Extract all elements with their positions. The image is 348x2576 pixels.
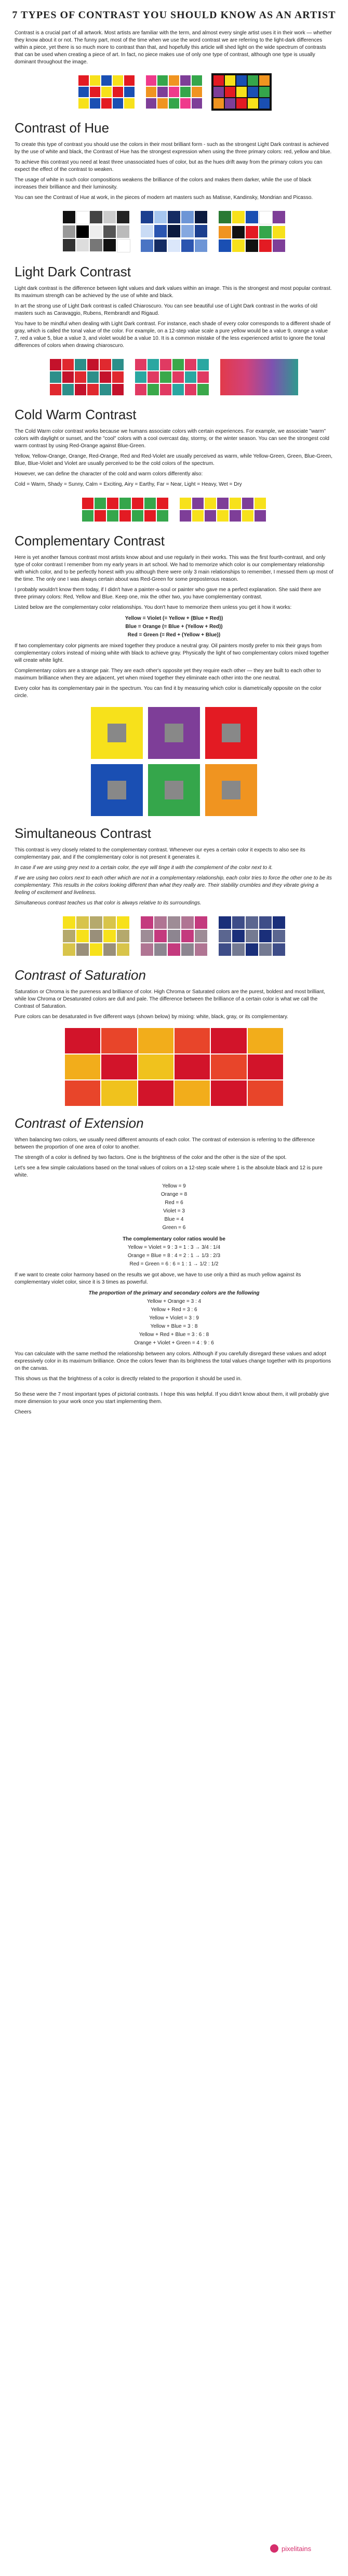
section-heading: Contrast of Extension xyxy=(15,1115,144,1131)
logo-icon xyxy=(270,2544,278,2553)
proportion-list xyxy=(15,1289,333,1347)
coldwarm-grid-row xyxy=(15,357,333,397)
paragraph: When balancing two colors, we usually need different amounts of each color. The contrast of extension is referring to the difference between the proportion of one area of color to another. xyxy=(15,1137,315,1150)
saturation-grid xyxy=(217,914,287,958)
logo-text: pixelitains xyxy=(282,2544,312,2553)
color-square xyxy=(148,707,200,759)
paragraph: If we want to create color harmony based on the results we got above, we have to use only a third as much yellow against its complementary violet color, since it is 3 times as powerful. xyxy=(15,1272,301,1285)
list-item: Yellow = Violet = 9 : 3 = 1 : 3 → 3/4 : 1/4 xyxy=(127,1245,221,1250)
coldwarm-section xyxy=(0,407,348,524)
equation: Yellow = Violet (= Yellow + (Blue + Red)) xyxy=(125,616,223,621)
value-grid xyxy=(61,209,131,255)
complementary-section xyxy=(0,533,348,816)
warm-cool-gradient xyxy=(220,359,298,395)
paragraph: The usage of white in such color compositions weakens the brilliance of the colors and makes them darker, while the use of black increases their brilliance and their luminosity. xyxy=(15,177,312,190)
color-square xyxy=(91,764,143,816)
list-item: Yellow + Red + Blue = 3 : 6 : 8 xyxy=(139,1332,209,1338)
extension-section xyxy=(0,1115,348,1416)
hue-grid-row xyxy=(15,73,333,111)
paragraph: Here is yet another famous contrast most artists know about and use regularly in their works. This was the first fourth-contrast, and only type of color contrast I remember from my early years in art school. We had to memorize which color is our complementary relationship with which color, and to be perfectly honest with you although there were only 3 main relationships to remember, I messed them up most of the time. The only one I was always certain about was Red-Green for some preposterous reason. xyxy=(15,555,333,582)
paragraph: The Cold Warm color contrast works because we humans associate colors with certain experiences. For example, we associate "warm" colors with daylight or sunset, and the "cool" colors with a cool overcast day, stormy, or the winter season. You can see the strongest cold warm contrast by using Red-Orange against Blue-Green. xyxy=(15,429,329,449)
paragraph: Simultaneous contrast teaches us that color is always relative to its surroundings. xyxy=(15,900,202,906)
list-item: Yellow + Violet = 3 : 9 xyxy=(149,1315,199,1321)
value-grid xyxy=(139,209,209,255)
complementary-grid xyxy=(80,496,170,524)
paragraph: Complementary colors are a strange pair. They are each other's opposite yet they require each other — they are built to each other to maximum brilliance when they are adjacent, yet when mixed together they eliminate each other into the one neutral. xyxy=(15,668,321,681)
saturation-grid xyxy=(61,914,131,958)
color-square xyxy=(205,764,257,816)
paragraph: Listed below are the complementary color relationships. You don't have to memorize them unless you get it how it works: xyxy=(15,605,292,610)
warm-cool-grid xyxy=(133,357,211,397)
value-list xyxy=(15,1182,333,1232)
section-heading: Complementary Contrast xyxy=(15,533,165,549)
section-heading: Cold Warm Contrast xyxy=(15,407,137,422)
simultaneous-section xyxy=(0,825,348,958)
color-square xyxy=(205,707,257,759)
value-grid xyxy=(217,209,287,255)
warm-cool-grid xyxy=(48,357,126,397)
simultaneous-squares xyxy=(86,707,262,816)
equation-list xyxy=(15,615,333,639)
list-item: Violet = 3 xyxy=(163,1208,185,1214)
paragraph: Let's see a few simple calculations based on the tonal values of colors on a 12-step scale where 1 is the absolute black and 12 is pure white. xyxy=(15,1165,323,1178)
list-item: Red = Green = 6 : 6 = 1 : 1 → 1/2 : 1/2 xyxy=(129,1261,219,1267)
color-square xyxy=(148,764,200,816)
list-item: Green = 6 xyxy=(162,1225,186,1231)
page-title: 7 TYPES OF CONTRAST YOU SHOULD KNOW AS AN ARTIST xyxy=(12,9,336,21)
paragraph: The strength of a color is defined by two factors. One is the brightness of the color and the other is the size of the spot. xyxy=(15,1155,287,1160)
paragraph: This shows us that the brightness of a color is directly related to the proportion it should be used in. xyxy=(15,1376,242,1382)
hue-section xyxy=(0,120,348,255)
paragraph: Pure colors can be desaturated in five different ways (shown below) by mixing: white, black, gray, or its complementary. xyxy=(15,1014,288,1020)
section-heading: Contrast of Hue xyxy=(15,120,110,136)
section-heading: Contrast of Saturation xyxy=(15,967,146,983)
section-heading: Light Dark Contrast xyxy=(15,264,131,279)
paragraph: To create this type of contrast you should use the colors in their most brilliant form - such as the strongest Light Dark contrast is achieved by the use of white and black, the Contrast of Hue has the strongest expression when using the three primary colors: red, yellow and blue. xyxy=(15,142,332,155)
extension-mosaic xyxy=(65,1028,283,1106)
saturation-section xyxy=(0,967,348,1106)
paragraph: You can see the Contrast of Hue at work, in the pieces of modern art masters such as Matisse, Kandinsky, Mondrian and Picasso. xyxy=(15,195,313,201)
paragraph: Yellow, Yellow-Orange, Orange, Red-Orange, Red and Red-Violet are usually perceived as warm, while Yellow-Green, Green, Blue-Green, Blue, Blue-Violet and Violet are usually perceived to be the cold colors of the spectrum. xyxy=(15,453,333,466)
paragraph: If two complementary color pigments are mixed together they produce a neutral gray. Oil painters mostly prefer to mix their grays from complementary colors instead of mixing white with black to achieve gray. Physically the light of two complementary colors mixed together will create white light. xyxy=(15,643,329,663)
list-item: Orange + Violet + Green = 4 : 9 : 6 xyxy=(134,1340,214,1346)
list-item: Yellow + Blue = 3 : 8 xyxy=(150,1324,198,1329)
paragraph: To achieve this contrast you need at least three unassociated hues of color, but as the hues drift away from the primary colors you can expect the effect of the contrast to weaken. xyxy=(15,159,323,172)
complementary-grid xyxy=(178,496,268,524)
list-item: Yellow + Orange = 3 : 4 xyxy=(146,1299,202,1304)
color-grid xyxy=(144,73,204,111)
paragraph: Light dark contrast is the difference between light values and dark values within an image. This is the strongest and most popular contrast. Its maximum strength can be achieved by the use of white and black. xyxy=(15,286,332,299)
list-item: Orange = Blue = 8 : 4 = 2 : 1 → 1/3 : 2/3 xyxy=(127,1253,221,1259)
saturation-grid xyxy=(139,914,209,958)
paragraph: Cold = Warm, Shady = Sunny, Calm = Exciting, Airy = Earthy, Far = Near, Light = Heavy, Wet = Dry xyxy=(15,482,242,487)
list-heading: The complementary color ratios would be xyxy=(123,1236,225,1242)
paragraph: In case if we are using grey next to a certain color, the eye will tinge it with the complement of the color next to it. xyxy=(15,865,273,871)
list-item: Yellow = 9 xyxy=(162,1183,186,1189)
paragraph: So these were the 7 most important types of pictorial contrasts. I hope this was helpful. If you didn't know about them, it will probably give more dimension to your work once you start implementing them. xyxy=(15,1392,329,1405)
equation: Red = Green (= Red + (Yellow + Blue)) xyxy=(127,632,221,638)
paragraph: This contrast is very closely related to the complementary contrast. Whenever our eyes a certain color it expects to also see its complementary pair, and if the complementary color is not present it generates it. xyxy=(15,847,305,860)
brand-logo[interactable] xyxy=(270,2542,332,2555)
paragraph: Saturation or Chroma is the pureness and brilliance of color. High Chroma or Saturated colors are the purest, boldest and most brilliant, while low Chroma or Desaturated colors are dull and pale. The difference between the brilliance of a certain color is what we call the Contrast of Saturation. xyxy=(15,989,326,1009)
paragraph: If we are using two colors next to each other which are not in a complementary relationship, each color tries to force the other one to be its complementary. This results in the colors looking different than what they really are. Their stability crumbles and they vibrate giving a feeling of excitement and liveliness. xyxy=(15,875,332,896)
section-heading: Simultaneous Contrast xyxy=(15,825,152,841)
intro-section xyxy=(0,30,348,111)
color-grid xyxy=(211,73,272,111)
color-square xyxy=(91,707,143,759)
signature: Cheers xyxy=(15,1409,32,1415)
list-item: Orange = 8 xyxy=(160,1192,188,1197)
paragraph: In art the strong use of Light Dark contrast is called Chiaroscuro. You can see beautiful use of Light Dark contrast in the works of old masters such as Caravaggio, Rubens, Rembrandt and Rigaud. xyxy=(15,303,318,316)
lightdark-section xyxy=(0,264,348,397)
equation: Blue = Orange (= Blue + (Yellow + Red)) xyxy=(125,624,223,630)
saturation-grid-row xyxy=(15,914,333,958)
list-item: Yellow + Red = 3 : 6 xyxy=(151,1307,197,1313)
complementary-grid-row xyxy=(15,496,333,524)
color-grid xyxy=(76,73,137,111)
ratio-list xyxy=(15,1235,333,1269)
paragraph: You can calculate with the same method the relationship between any colors. Although if you carefully disregard these values and adopt expressively color in its maximum brilliance. Once the colors fewer than its brightness the total values change together with its proportions on the canvas. xyxy=(15,1351,331,1371)
intro-paragraph: Contrast is a crucial part of all artwork. Most artists are familiar with the term, and almost every single artist uses it in their work — whether they know about it or not. The funny part, most of the time when we use the word contrast we are referring to the light-dark differences within a piece, yet there is so much more to contrast than that, and hopefully this article will shed light on the wide spectrum of contrasts that can be used when creating a piece of art. In fact, no piece makes use of only one type of contrast, although one type is usually dominant throughout the image. xyxy=(15,30,332,65)
list-item: Blue = 4 xyxy=(164,1217,184,1222)
paragraph: Every color has its complementary pair in the spectrum. You can find it by measuring which color is diametrically opposite on the color circle. xyxy=(15,686,322,699)
lightdark-grid-row xyxy=(15,209,333,255)
list-item: Red = 6 xyxy=(165,1200,183,1206)
paragraph: I probably wouldn't know them today, if I didn't have a painter-a-soul or painter who gave me a perfect explanation. She said there are three primary colors: Red, Yellow and Blue. Keep one, mix the other two, you have complementary contrast. xyxy=(15,587,322,600)
list-heading: The proportion of the primary and secondary colors are the following xyxy=(88,1290,260,1296)
paragraph: However, we can define the character of the cold and warm colors differently also: xyxy=(15,471,203,477)
paragraph: You have to be mindful when dealing with Light Dark contrast. For instance, each shade of every color corresponds to a different shade of gray, which is called the tonal value of the color. For example, on a 12-step value scale a pure yellow would be a value 9, orange a value 7, red a value 5, blue a value 3, and violet would be a value 10. It is a common mistake of the less experienced artist to ignore the tonal differences of colors when drawing chiaroscuro. xyxy=(15,321,331,349)
